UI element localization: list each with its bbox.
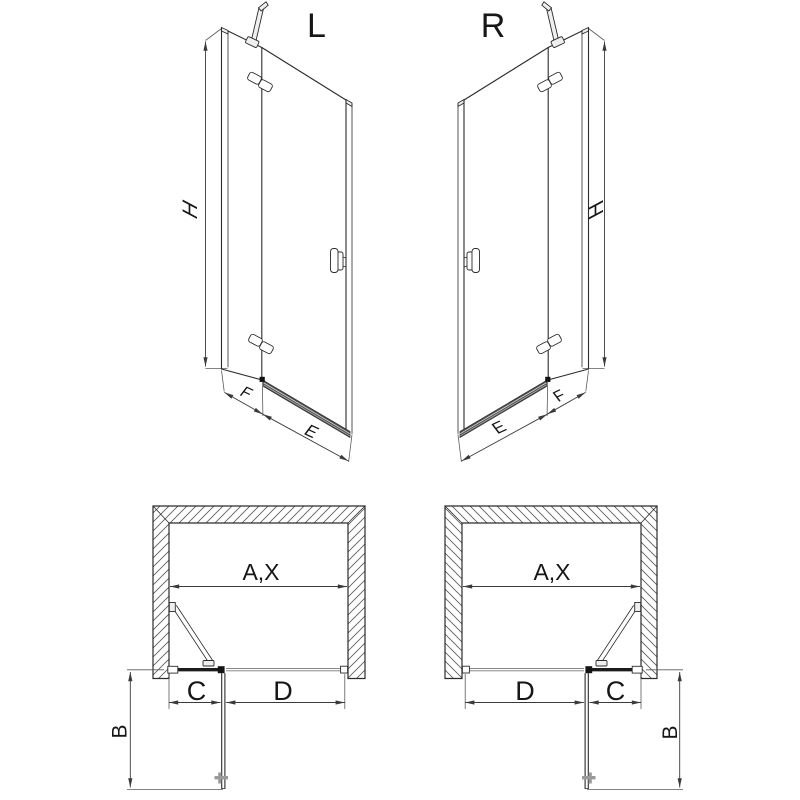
- dim-label-d-left: D: [273, 676, 293, 706]
- dim-label-fixed-width-right: F: [549, 386, 570, 406]
- plan-view-left: [127, 506, 365, 790]
- dim-label-c-right: C: [605, 676, 626, 706]
- dim-label-door-width-right: E: [487, 416, 511, 438]
- dim-label-b-right: B: [659, 725, 682, 740]
- variant-label-right: R: [480, 7, 506, 45]
- dim-label-door-width-left: E: [300, 420, 323, 442]
- dim-label-height-right: H: [584, 195, 608, 224]
- dim-label-fixed-width-left: F: [236, 383, 256, 403]
- dim-label-c-left: C: [186, 676, 207, 706]
- dim-label-b-left: B: [108, 724, 132, 739]
- variant-label-left: L: [307, 7, 326, 45]
- dim-label-opening-left: A,X: [242, 559, 280, 585]
- dim-label-d-right: D: [515, 676, 535, 706]
- plan-view-right: [445, 506, 683, 790]
- dim-label-height-left: H: [178, 195, 202, 224]
- dim-label-opening-right: A,X: [533, 559, 571, 585]
- front-view-left: [206, 2, 353, 462]
- front-view-right: [458, 2, 608, 462]
